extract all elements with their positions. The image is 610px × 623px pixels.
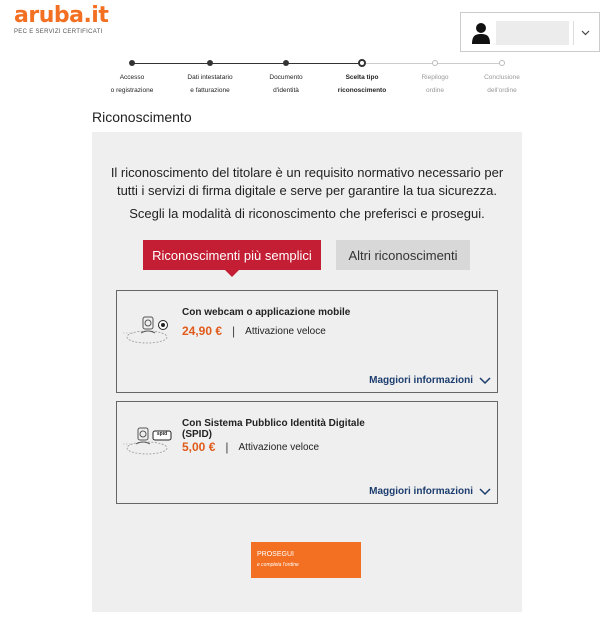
webcam-recognition-icon [121, 307, 177, 347]
option-description: Attivazione veloce [245, 325, 326, 337]
continue-button[interactable] [251, 542, 361, 578]
tab-other-recognitions[interactable]: Altri riconoscimenti [336, 240, 470, 270]
step-label-line1: Conclusione [484, 74, 520, 81]
step-holder-data [170, 58, 250, 97]
intro-text [92, 164, 522, 200]
intro-line-1: Il riconoscimento del titolare è un requisito normativo necessario per [110, 165, 504, 180]
spid-badge: spid [156, 431, 168, 437]
logo-tagline: PEC E SERVIZI CERTIFICATI [14, 29, 103, 35]
step-label-line2: d'identità [273, 87, 299, 94]
more-info-link[interactable] [369, 375, 491, 386]
more-info-link[interactable] [369, 486, 491, 497]
step-dot [129, 60, 135, 66]
step-label-line1: Riepilogo [421, 74, 449, 81]
intro-line-2: tutti i servizi di firma digitale e serve per garantire la tua sicurezza. [116, 183, 498, 198]
chevron-down-icon [479, 488, 491, 496]
step-label-line2: ordine [425, 87, 445, 94]
chevron-down-icon[interactable] [573, 21, 597, 45]
step-label-line2: riconoscimento [337, 87, 387, 94]
step-recognition-type [322, 58, 402, 97]
option-webcam[interactable] [116, 290, 498, 393]
continue-sublabel: e completa l'ordine [257, 562, 299, 568]
option-spid[interactable] [116, 401, 498, 504]
step-dot [207, 60, 213, 66]
chevron-down-icon [479, 377, 491, 385]
option-description: Attivazione veloce [238, 441, 320, 453]
aruba-logo[interactable] [14, 4, 108, 35]
user-name-placeholder [496, 21, 569, 45]
option-price-row [182, 440, 319, 454]
step-order-conclusion [462, 58, 542, 97]
option-title: Con Sistema Pubblico Identità Digitale (SPID) [182, 418, 365, 440]
step-label-line1: Documento [269, 74, 303, 81]
continue-label: PROSEGUI [257, 551, 294, 558]
step-access [92, 58, 172, 97]
step-label-line2: dell'ordine [487, 87, 517, 94]
step-label-line2: e fatturazione [190, 87, 230, 94]
step-dot [432, 60, 438, 66]
option-title: Con webcam o applicazione mobile [182, 307, 351, 318]
step-dot [283, 60, 289, 66]
user-avatar-icon [472, 22, 490, 44]
step-dot-current [358, 59, 366, 67]
more-info-label: Maggiori informazioni [369, 375, 473, 386]
step-label-line2: o registrazione [110, 87, 154, 94]
tab-simple-recognitions[interactable]: Riconoscimenti più semplici [143, 240, 321, 270]
checkout-steps [92, 58, 522, 98]
more-info-label: Maggiori informazioni [369, 486, 473, 497]
page-title: Riconoscimento [92, 109, 192, 125]
step-label-line1: Scelta tipo [345, 74, 379, 81]
intro-instruction: Scegli la modalità di riconoscimento che preferisci e prosegui. [129, 206, 485, 221]
option-price: 24,90 € [182, 324, 223, 338]
step-dot [499, 60, 505, 66]
step-label-line1: Dati intestatario [187, 74, 233, 81]
option-separator: | [225, 440, 229, 454]
user-account-menu[interactable] [460, 12, 600, 52]
spid-recognition-icon [121, 418, 177, 458]
option-price: 5,00 € [182, 440, 216, 454]
logo-wordmark: aruba.it [14, 3, 109, 28]
option-price-row [182, 324, 326, 338]
step-identity-document [246, 58, 326, 97]
recognition-panel [92, 132, 522, 612]
step-label-line1: Accesso [119, 74, 145, 81]
option-separator: | [232, 324, 236, 338]
